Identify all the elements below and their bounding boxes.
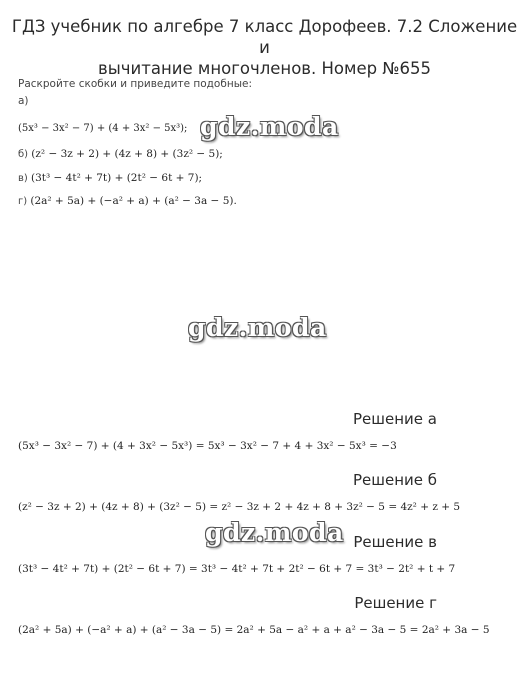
watermark-logo: gdz.moda bbox=[200, 112, 339, 141]
task-statement bbox=[18, 78, 518, 108]
solution-c-expression: (3t³ − 4t² + 7t) + (2t² − 6t + 7) = 3t³ − 4t² + 7t + 2t² − 6t + 7 = 3t³ − 2t² + t + 7 bbox=[18, 563, 456, 575]
watermark-logo: gdz.moda bbox=[205, 518, 344, 547]
solution-c-heading: Решение в bbox=[353, 533, 437, 551]
task-b-row bbox=[18, 148, 223, 160]
solution-a-expression: (5x³ − 3x² − 7) + (4 + 3x² − 5x³) = 5x³ − 3x² − 7 + 4 + 3x² − 5x³ = −3 bbox=[18, 440, 397, 452]
solution-b-expression: (z² − 3z + 2) + (4z + 8) + (3z² − 5) = z² − 3z + 2 + 4z + 8 + 3z² − 5 = 4z² + z + 5 bbox=[18, 501, 461, 513]
task-c-row bbox=[18, 172, 202, 184]
task-a-label: а) bbox=[18, 95, 29, 107]
solution-b-heading: Решение б bbox=[352, 471, 437, 489]
task-c-expression: (3t³ − 4t² + 7t) + (2t² − 6t + 7); bbox=[30, 172, 203, 184]
page-title-line-2: вычитание многочленов. Номер №655 bbox=[98, 59, 431, 78]
task-a-expression: (5x³ − 3x² − 7) + (4 + 3x² − 5x³); bbox=[18, 123, 188, 134]
task-c-label: в) bbox=[18, 173, 28, 184]
task-d-expression: (2a² + 5a) + (−a² + a) + (a² − 3a − 5). bbox=[30, 195, 237, 207]
solution-d-expression: (2a² + 5a) + (−a² + a) + (a² − 3a − 5) = 2a² + 5a − a² + a + a² − 3a − 5 = 2a² + 3a − 5 bbox=[18, 624, 490, 636]
solution-a-heading: Решение а bbox=[353, 410, 437, 428]
watermark-logo: gdz.moda bbox=[188, 313, 327, 342]
page-title bbox=[10, 16, 519, 79]
task-d-row bbox=[18, 195, 237, 207]
task-intro: Раскройте скобки и приведите подобные: bbox=[18, 78, 252, 90]
page-title-line-1: ГДЗ учебник по алгебре 7 класс Дорофеев. 7.2 Сложение и bbox=[11, 17, 518, 57]
task-b-expression: (z² − 3z + 2) + (4z + 8) + (3z² − 5); bbox=[31, 148, 223, 160]
solution-d-heading: Решение г bbox=[354, 594, 437, 612]
task-b-label: б) bbox=[18, 149, 29, 160]
task-d-label: г) bbox=[18, 196, 28, 207]
